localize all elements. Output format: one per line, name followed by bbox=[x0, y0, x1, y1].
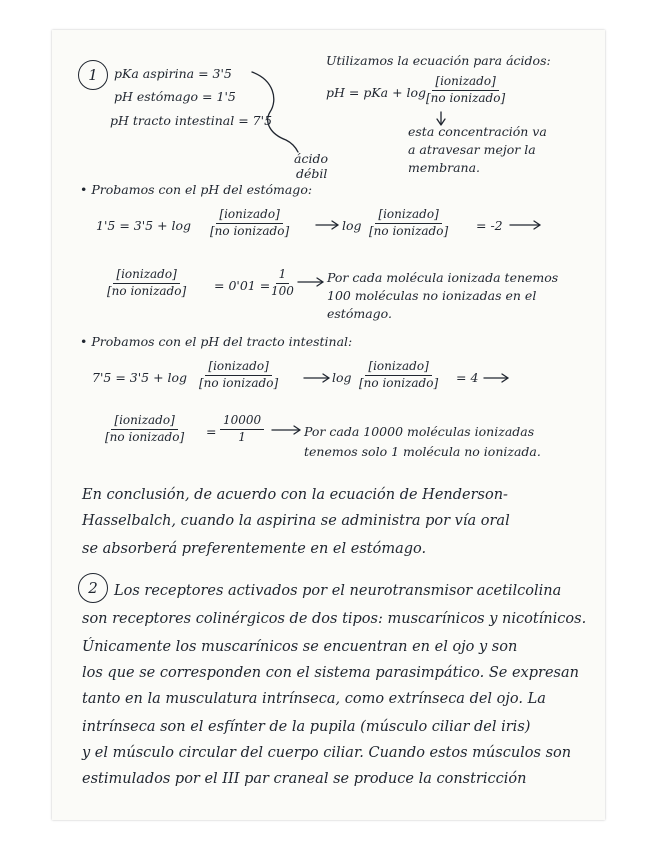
answer-2-line-4: los que se corresponden con el sistema parasimpático. Se expresan bbox=[82, 665, 579, 681]
brace-curve bbox=[252, 72, 298, 152]
question-1-number: 1 bbox=[78, 60, 108, 90]
stomach-equation-lhs: 1'5 = 3'5 + log bbox=[96, 218, 192, 233]
intestine-equation-denominator: [no ionizado] bbox=[199, 375, 279, 390]
answer-2-line-6: intrínseca son el esfínter de la pupila (músculo ciliar del iris) bbox=[82, 719, 531, 735]
equation-numerator: [ionizado] bbox=[432, 75, 498, 91]
weak-label: débil bbox=[296, 166, 328, 181]
answer-2-line-8: estimulados por el III par craneal se produce la constricción bbox=[82, 771, 527, 787]
intestine-equation-lhs: 7'5 = 3'5 + log bbox=[92, 370, 188, 385]
note-line-1: esta concentración va bbox=[408, 124, 547, 139]
equation-denominator: [no ionizado] bbox=[426, 90, 506, 105]
intestine-log: log bbox=[332, 370, 352, 385]
ph-intestine-line: pH tracto intestinal = 7'5 bbox=[110, 113, 273, 128]
stomach-log: log bbox=[342, 218, 362, 233]
stomach-log-result: = -2 bbox=[476, 218, 503, 233]
acid-label: ácido bbox=[294, 151, 328, 166]
stomach-heading: • Probamos con el pH del estómago: bbox=[80, 182, 313, 197]
intestine-ratio-ten-thousand: 10000 bbox=[220, 414, 264, 430]
stomach-log-denominator: [no ionizado] bbox=[369, 223, 449, 238]
intestine-text-line-1: Por cada 10000 moléculas ionizadas bbox=[304, 424, 535, 439]
stomach-ratio-value: = 0'01 = bbox=[214, 278, 271, 293]
equation-lhs: pH = pKa + log bbox=[326, 85, 427, 100]
intestine-log-numerator: [ionizado] bbox=[365, 360, 431, 376]
question-2-number: 2 bbox=[78, 573, 108, 603]
stomach-ratio-numerator: [ionizado] bbox=[113, 268, 179, 284]
intestine-text-line-2: tenemos solo 1 molécula no ionizada. bbox=[304, 444, 541, 459]
stomach-ratio-one: 1 bbox=[276, 268, 290, 284]
equation-intro: Utilizamos la ecuación para ácidos: bbox=[326, 53, 551, 68]
intestine-log-denominator: [no ionizado] bbox=[359, 375, 439, 390]
ph-stomach-line: pH estómago = 1'5 bbox=[114, 89, 236, 104]
stomach-text-line-1: Por cada molécula ionizada tenemos bbox=[327, 270, 559, 285]
intestine-ratio-numerator: [ionizado] bbox=[111, 414, 177, 430]
answer-2-line-1: Los receptores activados por el neurotransmisor acetilcolina bbox=[114, 583, 562, 599]
stomach-equation-denominator: [no ionizado] bbox=[210, 223, 290, 238]
intestine-equation-numerator: [ionizado] bbox=[205, 360, 271, 376]
stomach-ratio-denominator: [no ionizado] bbox=[107, 283, 187, 298]
conclusion-line-1: En conclusión, de acuerdo con la ecuación de Henderson- bbox=[82, 487, 508, 503]
answer-2-line-2: son receptores colinérgicos de dos tipos: muscarínicos y nicotínicos. bbox=[82, 611, 587, 627]
stomach-equation-numerator: [ionizado] bbox=[216, 208, 282, 224]
answer-2-line-3: Únicamente los muscarínicos se encuentran en el ojo y son bbox=[82, 639, 518, 655]
stomach-ratio-hundred: 100 bbox=[271, 283, 294, 298]
intestine-ratio-equals: = bbox=[206, 424, 217, 439]
note-line-3: membrana. bbox=[408, 160, 481, 175]
pka-line: pKa aspirina = 3'5 bbox=[114, 66, 232, 81]
intestine-heading: • Probamos con el pH del tracto intestinal: bbox=[80, 334, 353, 349]
intestine-log-result: = 4 bbox=[456, 370, 479, 385]
stomach-log-numerator: [ionizado] bbox=[375, 208, 441, 224]
stomach-text-line-2: 100 moléculas no ionizadas en el bbox=[327, 288, 537, 303]
intestine-ratio-denominator: [no ionizado] bbox=[105, 429, 185, 444]
note-line-2: a atravesar mejor la bbox=[408, 142, 536, 157]
intestine-ratio-one: 1 bbox=[238, 429, 246, 444]
answer-2-line-7: y el músculo circular del cuerpo ciliar. Cuando estos músculos son bbox=[82, 745, 572, 761]
stomach-text-line-3: estómago. bbox=[327, 306, 392, 321]
conclusion-line-2: Hasselbalch, cuando la aspirina se administra por vía oral bbox=[82, 513, 510, 529]
answer-2-line-5: tanto en la musculatura intrínseca, como extrínseca del ojo. La bbox=[82, 691, 546, 707]
conclusion-line-3: se absorberá preferentemente en el estómago. bbox=[82, 541, 427, 557]
